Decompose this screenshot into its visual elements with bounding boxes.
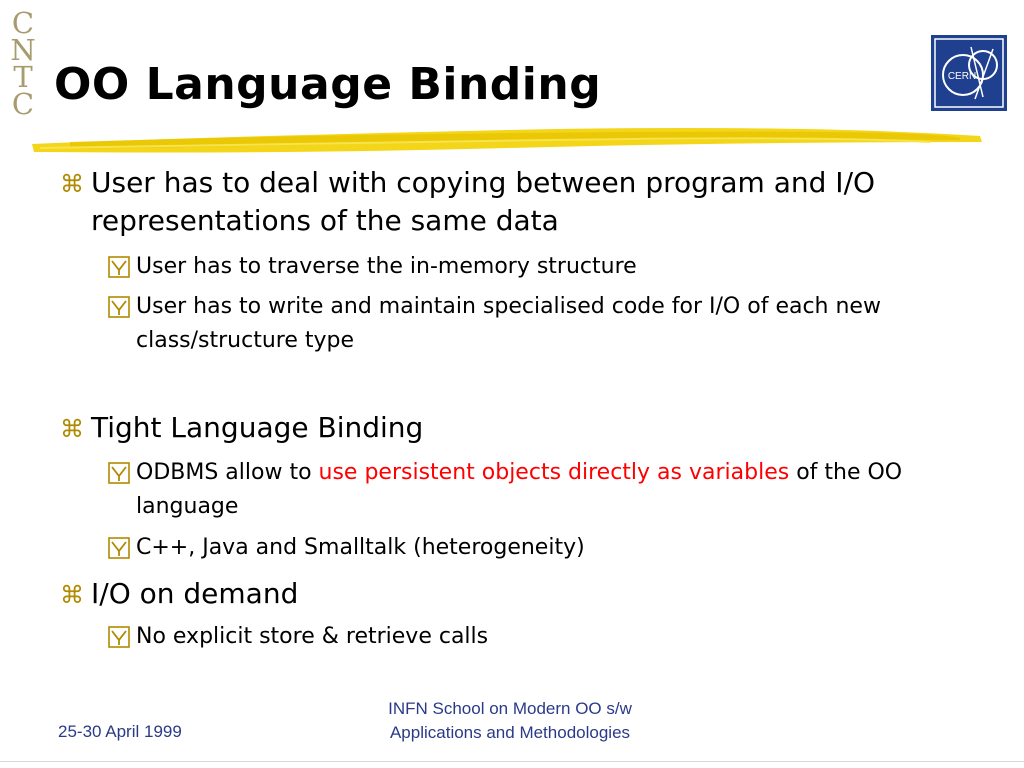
checkbox-icon — [108, 256, 130, 278]
checkbox-icon — [108, 537, 130, 559]
footer-event-line2: Applications and Methodologies — [389, 723, 631, 742]
cern-logo-text: CERN — [947, 71, 977, 82]
checkbox-icon — [108, 626, 130, 648]
logo-letter: C — [11, 6, 35, 40]
bullet-level1 — [60, 164, 961, 240]
bullet-text: I/O on demand — [91, 577, 299, 610]
logo-letter: T — [13, 60, 33, 94]
bullet-text: User has to deal with copying between program and I/O representations of the same data — [91, 166, 876, 237]
footer-date: 25-30 April 1999 — [58, 722, 182, 741]
checkbox-icon — [108, 462, 130, 484]
bullet-level1 — [60, 575, 961, 613]
logo-letter: N — [10, 33, 36, 67]
cntc-logo — [8, 6, 38, 121]
bullet-text: C++, Java and Smalltalk (heterogeneity) — [136, 535, 585, 560]
bullet-level2 — [136, 250, 936, 284]
bullet-level2 — [136, 531, 936, 565]
logo-letter: C — [11, 87, 35, 121]
slide-title: OO Language Binding — [54, 59, 602, 110]
bottom-divider — [0, 761, 1024, 762]
title-underline — [30, 118, 985, 158]
bullet-level2 — [136, 290, 936, 358]
cern-logo — [931, 35, 1007, 111]
command-icon: ⌘ — [60, 581, 84, 609]
bullet-text: No explicit store & retrieve calls — [136, 624, 489, 649]
bullet-text: User has to write and maintain specialised code for I/O of each new class/structure type — [136, 294, 881, 353]
bullet-level2 — [136, 456, 936, 524]
bullet-text-post: of the OO language — [136, 460, 903, 519]
bullet-level2 — [136, 620, 936, 654]
bullet-text: Tight Language Binding — [91, 411, 424, 444]
bullet-text: User has to traverse the in-memory structure — [136, 254, 637, 279]
footer-event-line1: INFN School on Modern OO s/w — [388, 699, 632, 718]
bullet-text-pre: ODBMS allow to — [136, 460, 319, 485]
footer-event — [300, 697, 720, 745]
highlighted-text: use persistent objects directly as variables — [318, 460, 790, 485]
bullet-level1 — [60, 409, 961, 447]
command-icon: ⌘ — [60, 415, 84, 443]
checkbox-icon — [108, 296, 130, 318]
command-icon: ⌘ — [60, 170, 84, 198]
